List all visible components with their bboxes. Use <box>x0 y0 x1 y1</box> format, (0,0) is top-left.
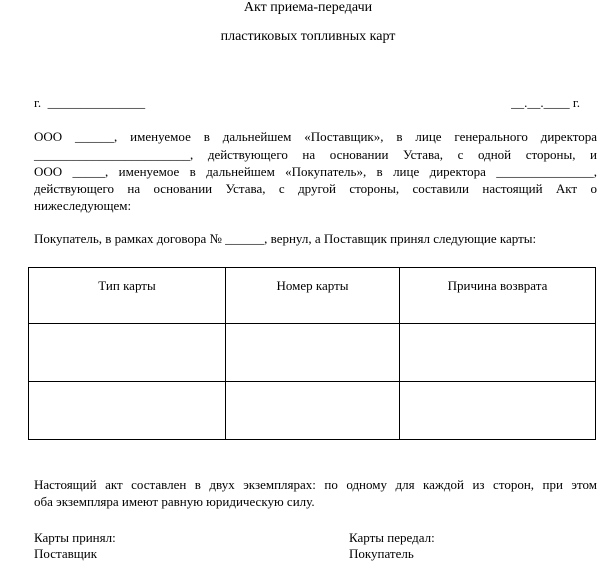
table-cell <box>29 382 226 440</box>
place-field: г. _______________ <box>34 95 146 110</box>
table-cell <box>400 324 596 382</box>
document-subtitle: пластиковых топливных карт <box>220 29 396 44</box>
closing-line: оба экземпляра имеют равную юридическую силу. <box>34 494 315 509</box>
table-row <box>29 324 596 382</box>
table-header-row <box>29 268 596 324</box>
signature-receiver-party: Поставщик <box>34 546 98 561</box>
table-cell <box>226 382 400 440</box>
table-cell <box>226 324 400 382</box>
preamble-line: нижеследующем: <box>34 198 132 213</box>
column-header-card-number: Номер карты <box>226 268 400 324</box>
column-header-return-reason: Причина возврата <box>400 268 596 324</box>
buyer-statement: Покупатель, в рамках договора № ______, вернул, а Поставщик принял следующие карты: <box>34 231 537 246</box>
column-header-card-type: Тип карты <box>29 268 226 324</box>
place-date-line <box>34 95 580 111</box>
table-cell <box>400 382 596 440</box>
table-row <box>29 382 596 440</box>
table-cell <box>29 324 226 382</box>
preamble-line: действующего на основании Устава, с другой стороны, составили настоящий Акт о <box>34 181 597 196</box>
preamble-line: ООО _____, именуемое в дальнейшем «Покупатель», в лице директора _______________, <box>34 164 597 179</box>
signature-receiver-label: Карты принял: <box>34 530 116 545</box>
closing-line: Настоящий акт составлен в двух экземплярах: по одному для каждой из сторон, при этом <box>34 477 597 492</box>
cards-table <box>28 267 596 440</box>
signature-sender-label: Карты передал: <box>349 530 435 545</box>
document-title: Акт приема-передачи <box>243 0 373 15</box>
preamble-line: ООО ______, именуемое в дальнейшем «Поставщик», в лице генерального директора <box>34 129 597 144</box>
signature-sender-party: Покупатель <box>349 546 414 561</box>
date-field: __.__.____ г. <box>511 95 580 110</box>
preamble-line: ________________________, действующего на основании Устава, с одной стороны, и <box>34 147 597 162</box>
